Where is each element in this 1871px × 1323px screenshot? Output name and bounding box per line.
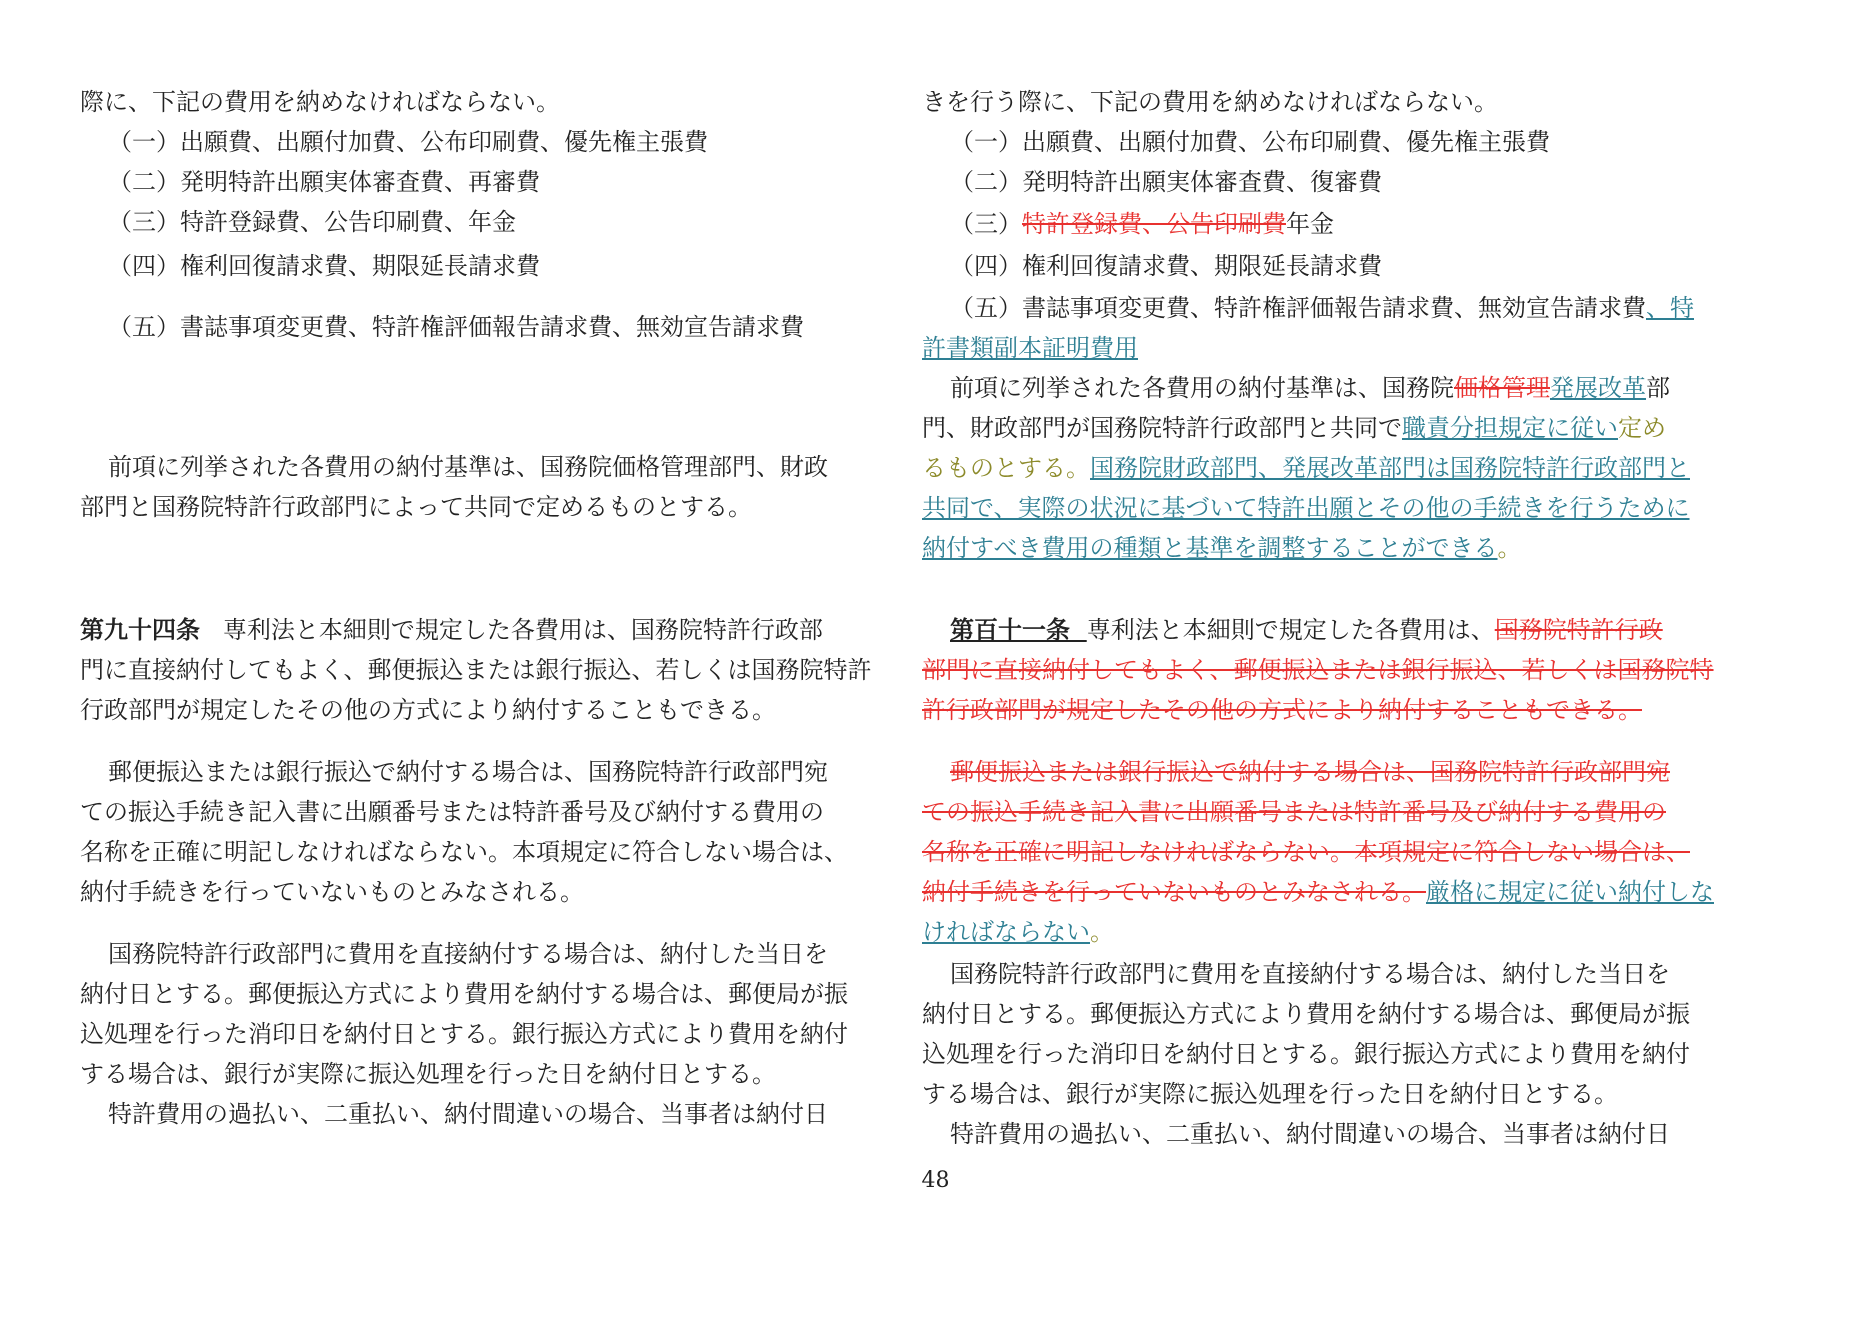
text-line: 国務院特許行政部門に費用を直接納付する場合は、納付した当日を: [108, 940, 828, 968]
text-line: [922, 610, 1740, 650]
text-line: 込処理を行った消印日を納付日とする。銀行振込方式により費用を納付: [922, 1040, 1690, 1068]
text-line: [922, 328, 1740, 368]
text-line: [922, 832, 1740, 872]
deleted-text: 部門に直接納付してもよく、郵便振込または銀行振込、若しくは国務院特: [922, 656, 1714, 684]
text-span: （三）: [950, 210, 1022, 238]
inserted-text: 厳格に規定に従い納付しな: [1426, 878, 1714, 906]
text-line: [922, 204, 1740, 244]
article-heading: 第百十一条: [950, 615, 1070, 644]
text-line: （三）特許登録費、公告印刷費、年金: [108, 208, 516, 236]
text-line: （四）権利回復請求費、期限延長請求費: [950, 252, 1382, 280]
inserted-text: 国務院財政部門、発展改革部門は国務院特許行政部門と: [1090, 454, 1690, 482]
text-span: 年金: [1286, 210, 1334, 238]
text-line: [922, 690, 1740, 730]
text-line: きを行う際に、下記の費用を納めなければならない。: [922, 88, 1498, 116]
text-line: [922, 792, 1740, 832]
changed-text: 定め: [1618, 414, 1666, 442]
text-line: [922, 448, 1740, 488]
text-line: 納付日とする。郵便振込方式により費用を納付する場合は、郵便局が振: [922, 1000, 1690, 1028]
text-span: 前項に列挙された各費用の納付基準は、国務院: [950, 374, 1454, 402]
text-line: 際に、下記の費用を納めなければならない。: [80, 88, 560, 116]
text-span: 門、財政部門が国務院特許行政部門と共同で: [922, 414, 1402, 442]
deleted-text: 郵便振込または銀行振込で納付する場合は、国務院特許行政部門宛: [950, 758, 1670, 786]
text-line: 前項に列挙された各費用の納付基準は、国務院価格管理部門、財政: [108, 453, 828, 481]
text-line: （二）発明特許出願実体審査費、復審費: [950, 168, 1382, 196]
text-line: 納付手続きを行っていないものとみなされる。: [80, 878, 584, 906]
text-line: する場合は、銀行が実際に振込処理を行った日を納付日とする。: [922, 1080, 1618, 1108]
article-heading: 第九十四条: [80, 615, 200, 644]
text-line: 国務院特許行政部門に費用を直接納付する場合は、納付した当日を: [950, 960, 1670, 988]
deleted-text: 納付手続きを行っていないものとみなされる。: [922, 878, 1426, 906]
changed-text: 。: [1090, 918, 1114, 946]
text-line: [922, 650, 1740, 690]
inserted-text: 、特: [1646, 294, 1694, 322]
text-span: 部: [1646, 374, 1670, 402]
text-line: [922, 408, 1740, 448]
page-number: 48: [921, 1168, 950, 1193]
text-line: [922, 872, 1740, 912]
inserted-text: 許書類副本証明費用: [922, 334, 1138, 362]
text-line: 郵便振込または銀行振込で納付する場合は、国務院特許行政部門宛: [108, 758, 828, 786]
text-line: [922, 912, 1740, 952]
text-line: （一）出願費、出願付加費、公布印刷費、優先権主張費: [950, 128, 1550, 156]
text-line: 部門と国務院特許行政部門によって共同で定めるものとする。: [80, 493, 752, 521]
inserted-text: ければならない: [922, 918, 1090, 946]
text-line: [922, 288, 1740, 328]
text-line: [922, 368, 1740, 408]
deleted-text: 名称を正確に明記しなければならない。本項規定に符合しない場合は、: [922, 838, 1690, 866]
deleted-text: 国務院特許行政: [1494, 616, 1663, 644]
text-line: 納付日とする。郵便振込方式により費用を納付する場合は、郵便局が振: [80, 980, 848, 1008]
inserted-text: 発展改革: [1550, 374, 1646, 402]
text-line: [80, 610, 898, 650]
inserted-text: 納付すべき費用の種類と基準を調整することができる: [922, 534, 1498, 562]
text-line: [922, 752, 1740, 792]
text-line: ての振込手続き記入書に出願番号または特許番号及び納付する費用の: [80, 798, 824, 826]
text-line: 特許費用の過払い、二重払い、納付間違いの場合、当事者は納付日: [108, 1100, 828, 1128]
text-span: 専利法と本細則で規定した各費用は、: [1086, 616, 1495, 644]
changed-text: るものとする。: [922, 454, 1090, 482]
text-span: （五）書誌事項変更費、特許権評価報告請求費、無効宣告請求費: [950, 294, 1646, 322]
inserted-text: 共同で、実際の状況に基づいて特許出願とその他の手続きを行うために: [922, 494, 1690, 522]
text-line: （四）権利回復請求費、期限延長請求費: [108, 252, 540, 280]
text-line: 門に直接納付してもよく、郵便振込または銀行振込、若しくは国務院特許: [80, 656, 872, 684]
text-line: 込処理を行った消印日を納付日とする。銀行振込方式により費用を納付: [80, 1020, 848, 1048]
text-line: （五）書誌事項変更費、特許権評価報告請求費、無効宣告請求費: [108, 313, 804, 341]
text-line: 名称を正確に明記しなければならない。本項規定に符合しない場合は、: [80, 838, 848, 866]
deleted-text: 特許登録費、公告印刷費: [1022, 210, 1286, 238]
inserted-text: 職責分担規定に従い: [1402, 414, 1618, 442]
text-line: （二）発明特許出願実体審査費、再審費: [108, 168, 540, 196]
text-line: 行政部門が規定したその他の方式により納付することもできる。: [80, 696, 776, 724]
text-line: [922, 488, 1740, 528]
deleted-text: 許行政部門が規定したその他の方式により納付することもできる。: [922, 696, 1642, 724]
deleted-text: 価格管理: [1454, 374, 1550, 402]
deleted-text: ての振込手続き記入書に出願番号または特許番号及び納付する費用の: [922, 798, 1666, 826]
changed-text: 。: [1497, 534, 1522, 562]
text-line: [922, 528, 1740, 568]
text-span: 専利法と本細則で規定した各費用は、国務院特許行政部: [222, 616, 823, 644]
text-line: （一）出願費、出願付加費、公布印刷費、優先権主張費: [108, 128, 708, 156]
text-line: 特許費用の過払い、二重払い、納付間違いの場合、当事者は納付日: [950, 1120, 1670, 1148]
text-line: する場合は、銀行が実際に振込処理を行った日を納付日とする。: [80, 1060, 776, 1088]
